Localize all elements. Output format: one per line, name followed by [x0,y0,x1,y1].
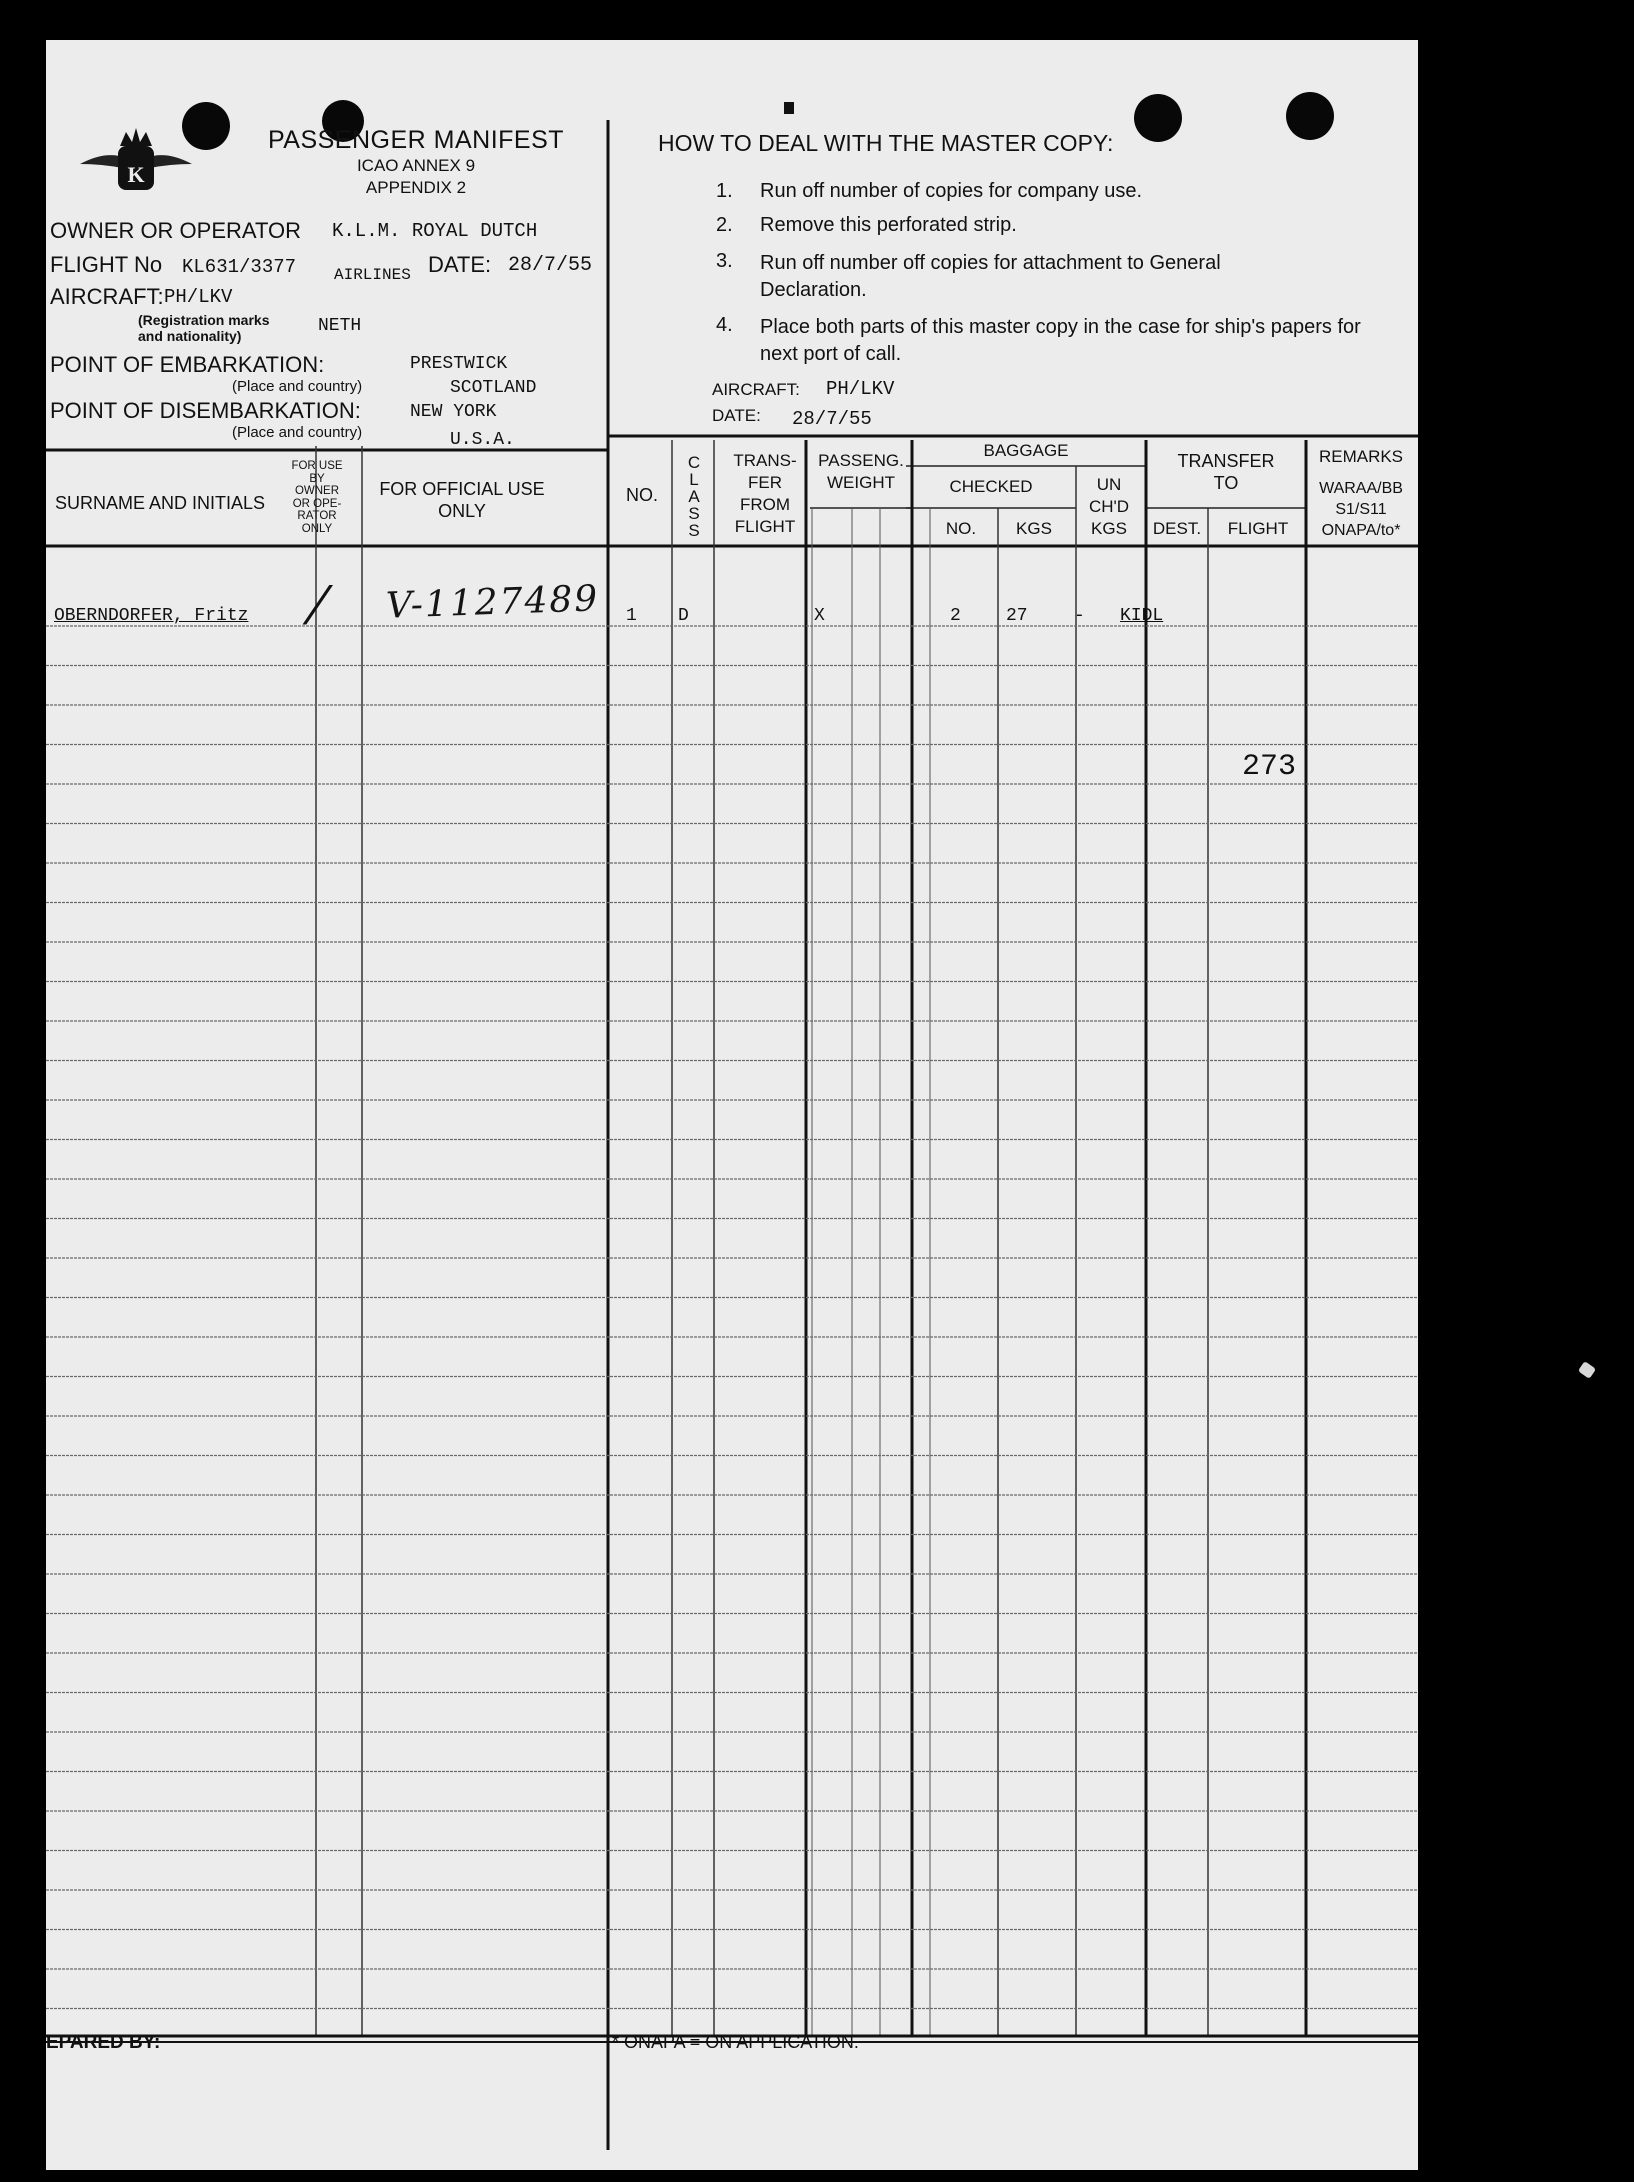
date-label: DATE: [428,252,492,277]
transfer-to-line: TO [1213,473,1239,493]
col-baggage-header: BAGGAGE [983,441,1069,460]
col-checked-header: CHECKED [949,477,1033,496]
aircraft-value: PH/LKV [164,286,233,308]
stamped-number: 273 [1242,750,1297,784]
instruction-1-text: Run off number of copies for company use. [760,180,1143,202]
scan-artifact [1578,1361,1596,1379]
passenger-class: D [678,606,689,626]
instructions-date-value: 28/7/55 [792,408,872,430]
col-transfer-from-header [720,450,810,538]
passenger-no: 1 [626,606,637,626]
col-dest-header: DEST. [1152,519,1202,538]
instruction-4-text: Place both parts of this master copy in the case for ship's papers for next port of call. [760,316,1361,365]
form-appendix: APPENDIX 2 [365,178,467,197]
operator-mark: / [299,576,337,632]
col-operator-header [282,460,352,535]
transfer-destination: KIDL [1120,606,1164,626]
embarkation-country: SCOTLAND [450,378,537,398]
operator-header-line: BY [309,472,325,485]
col-unchd-kgs-header: KGS [1091,519,1127,538]
col-class-header [674,454,714,539]
instruction-1-num: 1. [716,180,733,202]
col-official-header-2: ONLY [438,501,486,521]
disembarkation-country: U.S.A. [450,430,515,450]
col-weight-header [810,450,912,494]
col-no-header: NO. [625,485,658,505]
remarks-code: S1/S11 [1335,501,1387,518]
col-flight-header: FLIGHT [1227,519,1289,538]
disembarkation-value: NEW YORK [410,402,497,422]
flight-label: FLIGHT No [50,252,163,277]
class-letter: C [687,453,701,472]
instructions-aircraft-value: PH/LKV [826,378,895,400]
prepared-by-label: EPARED BY: [46,2032,161,2053]
svg-text:K: K [127,162,145,187]
form-title: PASSENGER MANIFEST [267,126,565,154]
embarkation-note: (Place and country) [232,378,363,395]
col-bag-kgs-header: KGS [1016,519,1052,538]
transfer-from-line: FER [748,473,782,492]
weight-header-line: PASSENG. [818,451,904,470]
registration-note: (Registration marks [138,312,270,328]
passenger-surname: OBERNDORFER, Fritz [54,606,249,626]
col-bag-no-header: NO. [945,519,977,538]
col-surname-header: SURNAME AND INITIALS [54,493,266,513]
disembarkation-note: (Place and country) [232,424,363,441]
unchd-header-line: CH'D [1088,497,1130,516]
operator-header-line: RATOR [297,510,337,522]
onapa-footnote: * ONAPA = ON APPLICATION. [612,2032,859,2052]
flight-value: KL631/3377 [182,256,297,278]
form-annex: ICAO ANNEX 9 [356,156,476,175]
official-handwritten-number: V-1127489 [385,578,600,627]
aircraft-label: AIRCRAFT: [50,284,164,309]
col-remarks-codes [1308,478,1414,541]
remarks-code: WARAA/BB [1319,480,1403,497]
operator-header-line: OWNER [294,485,340,497]
baggage-count: 2 [950,606,961,626]
baggage-kgs: 27 [1006,606,1028,626]
instruction-3-num: 3. [716,250,733,272]
class-letter: S [688,504,700,523]
passenger-weight-mark: X [814,606,825,626]
operator-header-line: FOR USE [291,460,343,472]
instruction-3-text: Run off number off copies for attachment to General Declaration. [760,252,1221,301]
col-transfer-to-header [1146,450,1306,494]
manifest-sheet [46,40,1418,2170]
class-letter: L [689,470,699,489]
operator-header-line: ONLY [301,522,333,535]
embarkation-label: POINT OF EMBARKATION: [50,352,325,377]
col-official-header: FOR OFFICIAL USE [379,479,545,499]
owner-label: OWNER OR OPERATOR [50,218,301,243]
date-value: 28/7/55 [508,254,593,277]
operator-header-line: OR OPE- [292,497,342,510]
registration-note: and nationality) [138,328,242,344]
col-unchd-header [1076,474,1142,518]
owner-value-2: AIRLINES [334,266,411,284]
instruction-2-num: 2. [716,214,733,236]
nationality-value: NETH [318,316,362,336]
instructions-title: HOW TO DEAL WITH THE MASTER COPY: [658,130,1114,156]
instruction-2-text: Remove this perforated strip. [760,214,1017,236]
disembarkation-label: POINT OF DISEMBARKATION: [50,398,361,423]
instructions-aircraft-label: AIRCRAFT: [712,380,800,399]
remarks-code: ONAPA/to* [1321,522,1401,539]
instruction-4-num: 4. [716,314,733,336]
weight-header-line: WEIGHT [827,473,895,492]
instructions-date-label: DATE: [712,406,761,425]
owner-value: K.L.M. ROYAL DUTCH [332,220,538,242]
class-letter: S [688,521,700,540]
unchecked-kgs: - [1074,606,1085,626]
transfer-from-line: TRANS- [733,451,797,470]
embarkation-value: PRESTWICK [410,354,508,374]
class-letter: A [688,487,700,506]
unchd-header-line: UN [1096,475,1122,494]
table-grid [46,40,1418,2170]
transfer-from-line: FROM [739,495,791,514]
transfer-from-line: FLIGHT [734,517,796,536]
transfer-to-line: TRANSFER [1177,451,1275,471]
col-remarks-header: REMARKS [1318,447,1404,466]
